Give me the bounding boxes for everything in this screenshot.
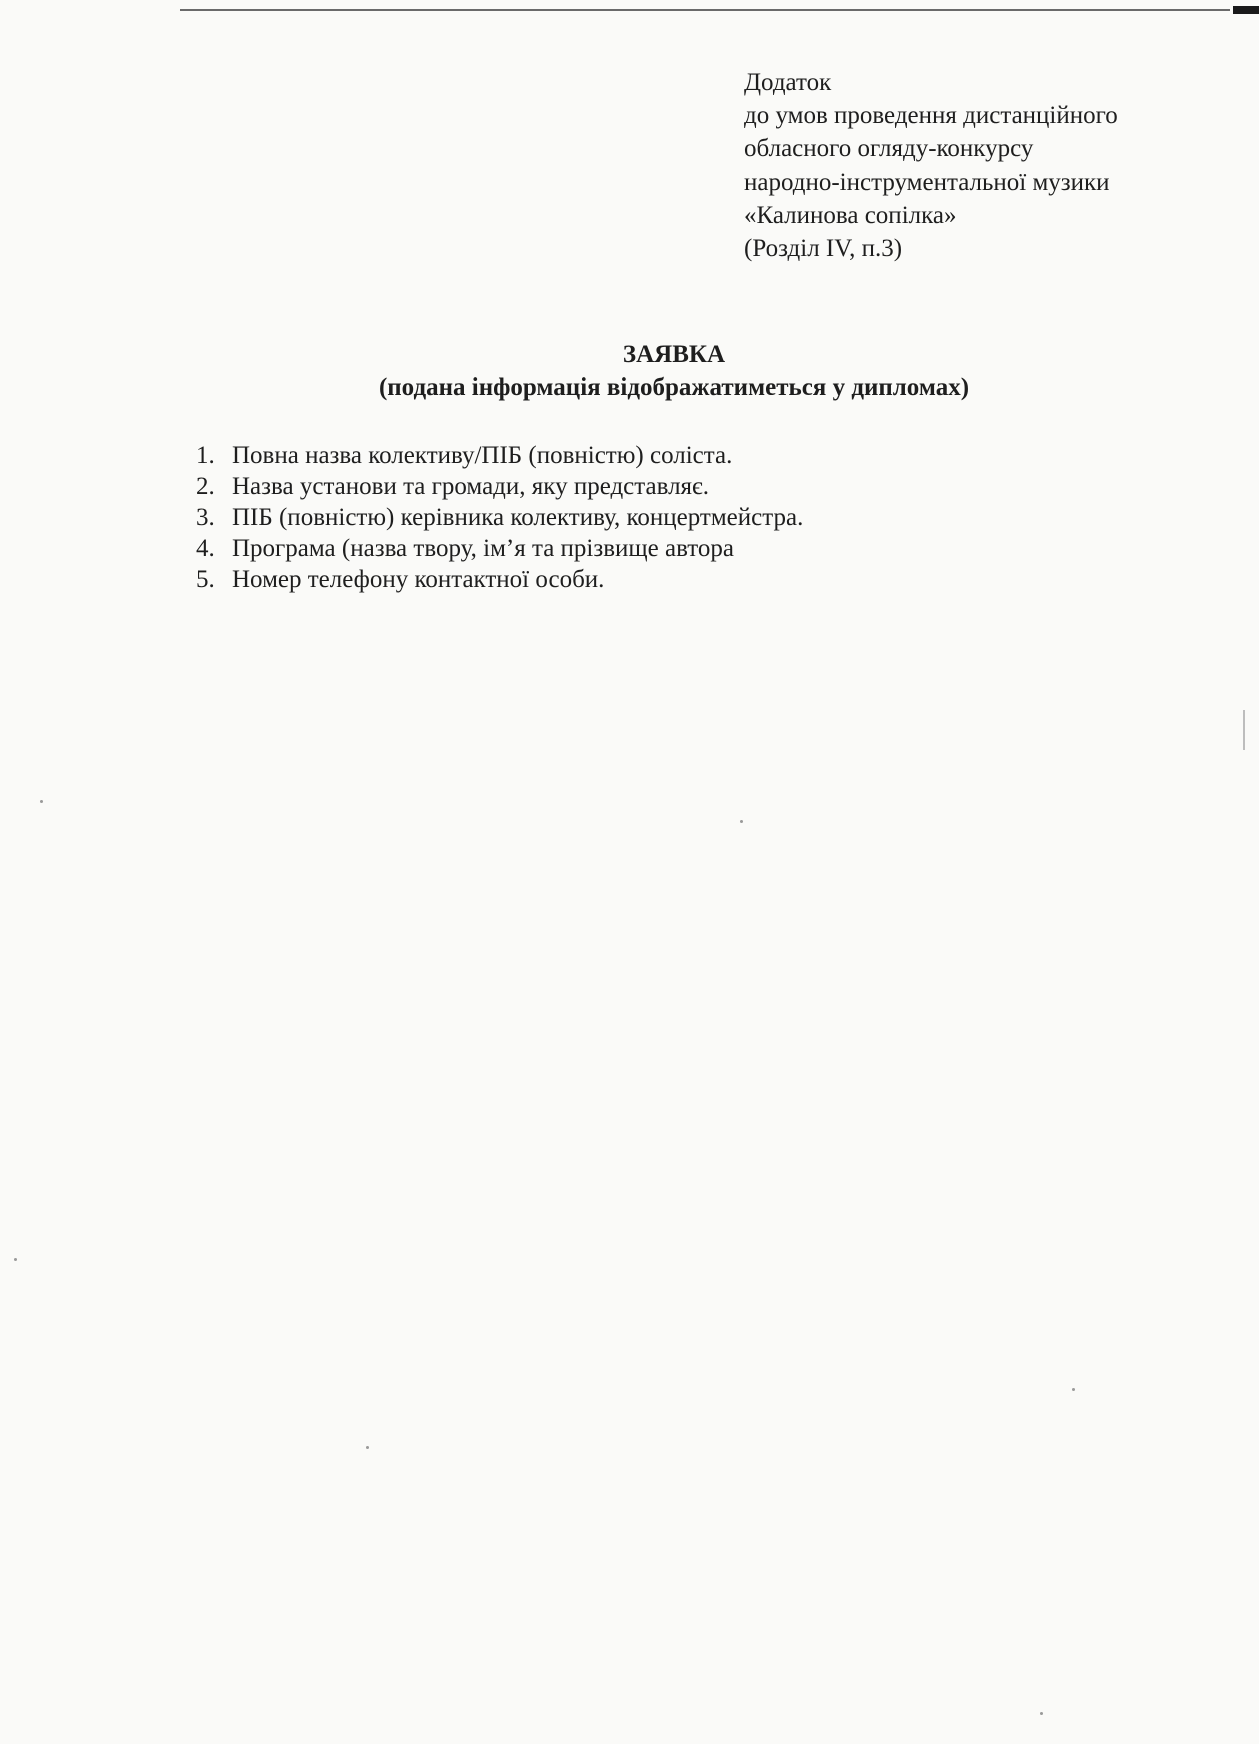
- list-item-text: Назва установи та громади, яку представляє.: [232, 473, 710, 500]
- list-item: [196, 533, 803, 564]
- list-item-number: 3.: [196, 504, 215, 531]
- scan-top-edge-line: [180, 9, 1230, 11]
- list-item: [196, 502, 803, 533]
- appendix-line: народно-інструментальної музики: [744, 168, 1110, 196]
- scan-speck: [1072, 1388, 1075, 1391]
- scan-speck: [1040, 1712, 1043, 1715]
- list-item: [196, 440, 803, 471]
- appendix-line: обласного огляду-конкурсу: [744, 135, 1034, 163]
- list-item-text: ПІБ (повністю) керівника колективу, концертмейстра.: [232, 504, 804, 531]
- appendix-note: [744, 66, 1224, 265]
- list-item: [196, 564, 803, 595]
- appendix-line: Додаток: [744, 69, 832, 96]
- list-item-number: 5.: [196, 566, 215, 593]
- list-item-text: Програма (назва твору, ім’я та прізвище автора: [232, 535, 734, 562]
- scan-speck: [366, 1446, 369, 1449]
- requirements-list: [196, 440, 803, 595]
- list-item-text: Повна назва колективу/ПІБ (повністю) соліста.: [232, 442, 733, 469]
- scan-speck: [40, 800, 43, 803]
- document-subtitle: (подана інформація відображатиметься у дипломах): [378, 374, 970, 401]
- list-item: [196, 471, 803, 502]
- appendix-line: (Розділ IV, п.3): [744, 235, 903, 263]
- list-item-number: 2.: [196, 473, 215, 500]
- scan-edge-mark: [1243, 710, 1245, 750]
- appendix-line: «Калинова сопілка»: [744, 201, 957, 229]
- scan-speck: [740, 820, 743, 823]
- document-title: ЗАЯВКА: [622, 341, 726, 368]
- list-item-number: 4.: [196, 535, 215, 562]
- list-item-text: Номер телефону контактної особи.: [232, 566, 605, 593]
- scan-corner-mark: [1233, 6, 1259, 14]
- appendix-line: до умов проведення дистанційного: [744, 102, 1118, 130]
- list-item-number: 1.: [196, 442, 215, 469]
- scan-speck: [14, 1258, 17, 1261]
